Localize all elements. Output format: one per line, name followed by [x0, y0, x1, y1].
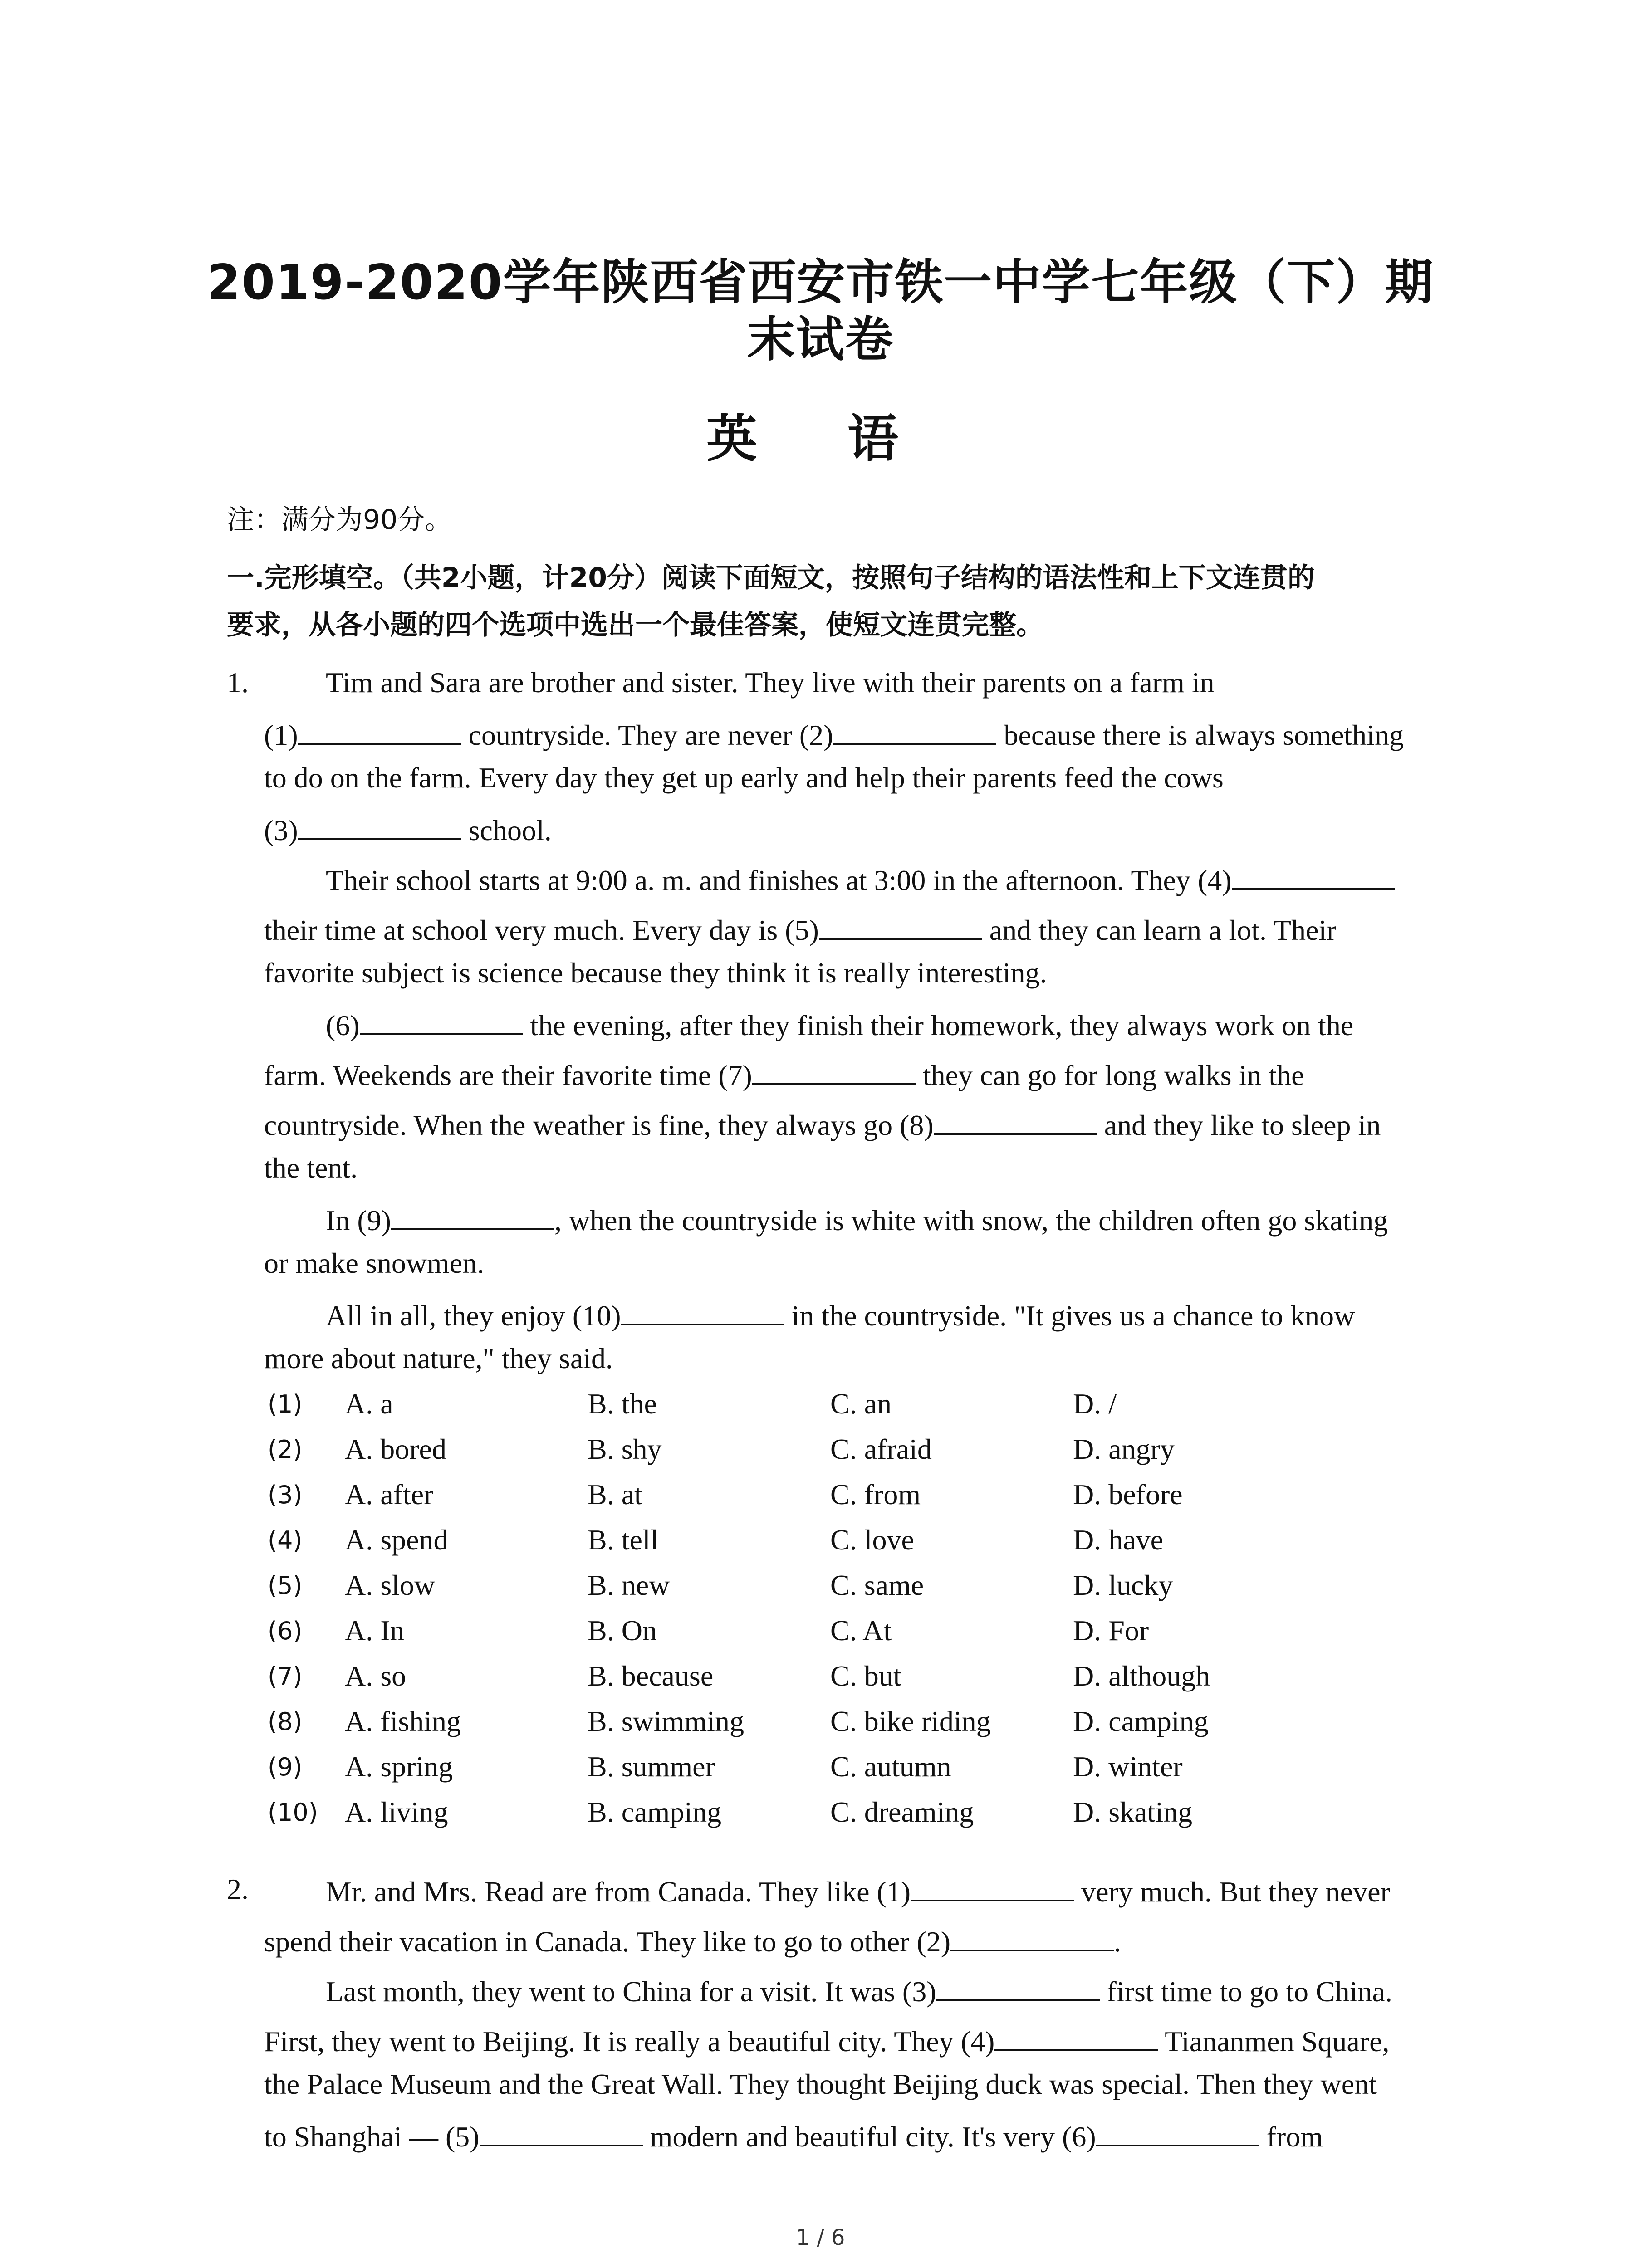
option-c: C. love: [830, 1524, 914, 1556]
option-c: C. bike riding: [830, 1705, 991, 1737]
option-b: B. tell: [588, 1524, 659, 1556]
option-d: D. although: [1073, 1660, 1210, 1692]
option-row: [268, 1478, 1311, 1519]
answer-blank: [621, 1296, 784, 1325]
passage-line: (3) school.: [264, 811, 552, 847]
answer-blank: [950, 1922, 1114, 1951]
option-a: A. fishing: [345, 1705, 461, 1737]
option-b: B. at: [588, 1478, 642, 1510]
option-b: B. the: [588, 1388, 657, 1420]
option-row: [268, 1387, 1311, 1428]
answer-blank: [298, 811, 461, 840]
option-d: D. angry: [1073, 1433, 1175, 1465]
option-b: B. because: [588, 1660, 714, 1692]
option-b: B. On: [588, 1614, 657, 1647]
option-row: [268, 1569, 1311, 1609]
option-number: (7): [268, 1662, 303, 1691]
answer-blank: [819, 911, 982, 940]
option-c: C. afraid: [830, 1433, 932, 1465]
option-row: [268, 1705, 1311, 1745]
answer-blank: [1232, 861, 1395, 890]
passage-line: spend their vacation in Canada. They like to go to other (2) .: [264, 1922, 1121, 1959]
option-a: A. after: [345, 1478, 434, 1510]
passage-line: All in all, they enjoy (10) in the countryside. "It gives us a chance to know: [326, 1296, 1355, 1333]
option-b: B. camping: [588, 1796, 722, 1828]
option-row: [268, 1795, 1311, 1836]
answer-blank: [391, 1201, 554, 1230]
option-number: (1): [268, 1390, 303, 1418]
passage-line: countryside. When the weather is fine, they always go (8) and they like to sleep in: [264, 1106, 1381, 1142]
page-title-continued: 末试卷: [747, 312, 894, 367]
passage-line: (6) the evening, after they finish their homework, they always work on the: [326, 1006, 1353, 1042]
option-number: (6): [268, 1617, 303, 1645]
option-number: (9): [268, 1753, 303, 1781]
passage-line: (1) countryside. They are never (2) because there is always something: [264, 716, 1404, 752]
passage-line: Last month, they went to China for a visit. It was (3) first time to go to China.: [326, 1972, 1392, 2009]
passage-line: more about nature," they said.: [264, 1342, 613, 1374]
option-d: D. /: [1073, 1388, 1117, 1420]
subject-heading: 英 语: [706, 410, 935, 469]
option-number: (3): [268, 1481, 303, 1509]
answer-blank: [833, 716, 996, 745]
passage-line: the Palace Museum and the Great Wall. They thought Beijing duck was special. Then they went: [264, 2068, 1377, 2100]
option-d: D. skating: [1073, 1796, 1193, 1828]
option-a: A. slow: [345, 1569, 436, 1601]
option-a: A. In: [345, 1614, 405, 1647]
option-c: C. from: [830, 1478, 921, 1510]
page-number: 1 / 6: [796, 2225, 845, 2250]
option-d: D. camping: [1073, 1705, 1209, 1737]
answer-blank: [934, 1106, 1097, 1135]
page-title: 2019-2020学年陕西省西安市铁一中学七年级（下）期: [207, 254, 1434, 310]
option-number: (5): [268, 1571, 303, 1600]
answer-blank: [1096, 2117, 1259, 2146]
passage-line: First, they went to Beijing. It is really a beautiful city. They (4) Tiananmen Square,: [264, 2022, 1390, 2058]
option-row: [268, 1523, 1311, 1564]
option-a: A. living: [345, 1796, 448, 1828]
passage-line: their time at school very much. Every day is (5) and they can learn a lot. Their: [264, 911, 1336, 947]
option-a: A. so: [345, 1660, 407, 1692]
option-b: B. swimming: [588, 1705, 744, 1737]
passage-line: In (9) , when the countryside is white with snow, the children often go skating: [326, 1201, 1388, 1237]
passage-line: Tim and Sara are brother and sister. They live with their parents on a farm in: [326, 666, 1215, 699]
option-row: [268, 1750, 1311, 1791]
passage-line: or make snowmen.: [264, 1247, 485, 1279]
option-b: B. shy: [588, 1433, 662, 1465]
option-a: A. bored: [345, 1433, 446, 1465]
option-row: [268, 1659, 1311, 1700]
answer-blank: [298, 716, 461, 745]
answer-blank: [911, 1872, 1074, 1901]
passage-line: to do on the farm. Every day they get up early and help their parents feed the cows: [264, 762, 1224, 794]
passage-line: favorite subject is science because they think it is really interesting.: [264, 957, 1047, 989]
option-number: (2): [268, 1435, 303, 1464]
option-a: A. spend: [345, 1524, 448, 1556]
option-c: C. autumn: [830, 1750, 951, 1783]
option-d: D. winter: [1073, 1750, 1183, 1783]
option-number: (10): [268, 1798, 318, 1827]
option-d: D. have: [1073, 1524, 1164, 1556]
option-b: B. new: [588, 1569, 670, 1601]
section-heading-line: 要求，从各小题的四个选项中选出一个最佳答案，使短文连贯完整。: [227, 609, 1043, 641]
section-heading: [227, 554, 1452, 649]
option-c: C. At: [830, 1614, 892, 1647]
option-number: (4): [268, 1526, 303, 1554]
passage-line: Their school starts at 9:00 a. m. and finishes at 3:00 in the afternoon. They (4): [326, 861, 1395, 897]
option-d: D. For: [1073, 1614, 1149, 1647]
answer-blank: [994, 2022, 1158, 2051]
question-number: 1.: [227, 666, 249, 699]
option-c: C. same: [830, 1569, 924, 1601]
option-row: [268, 1432, 1311, 1473]
score-note: 注：满分为90分。: [227, 504, 452, 536]
answer-blank: [360, 1006, 523, 1035]
passage-line: to Shanghai — (5) modern and beautiful city. It's very (6) from: [264, 2117, 1323, 2154]
option-c: C. but: [830, 1660, 901, 1692]
option-row: [268, 1614, 1311, 1655]
option-c: C. an: [830, 1388, 892, 1420]
answer-blank: [936, 1972, 1100, 2001]
passage-line: farm. Weekends are their favorite time (7) they can go for long walks in the: [264, 1056, 1304, 1092]
option-a: A. spring: [345, 1750, 453, 1783]
passage-line: the tent.: [264, 1152, 358, 1184]
option-d: D. before: [1073, 1478, 1183, 1510]
option-d: D. lucky: [1073, 1569, 1173, 1601]
answer-blank: [752, 1056, 916, 1085]
option-number: (8): [268, 1707, 303, 1736]
option-b: B. summer: [588, 1750, 715, 1783]
option-a: A. a: [345, 1388, 393, 1420]
passage-line: Mr. and Mrs. Read are from Canada. They like (1) very much. But they never: [326, 1872, 1390, 1909]
section-heading-line: 一.完形填空。（共2小题，计20分）阅读下面短文，按照句子结构的语法性和上下文连贯的: [227, 562, 1315, 594]
answer-blank: [480, 2117, 643, 2146]
option-c: C. dreaming: [830, 1796, 974, 1828]
question-number: 2.: [227, 1873, 249, 1905]
